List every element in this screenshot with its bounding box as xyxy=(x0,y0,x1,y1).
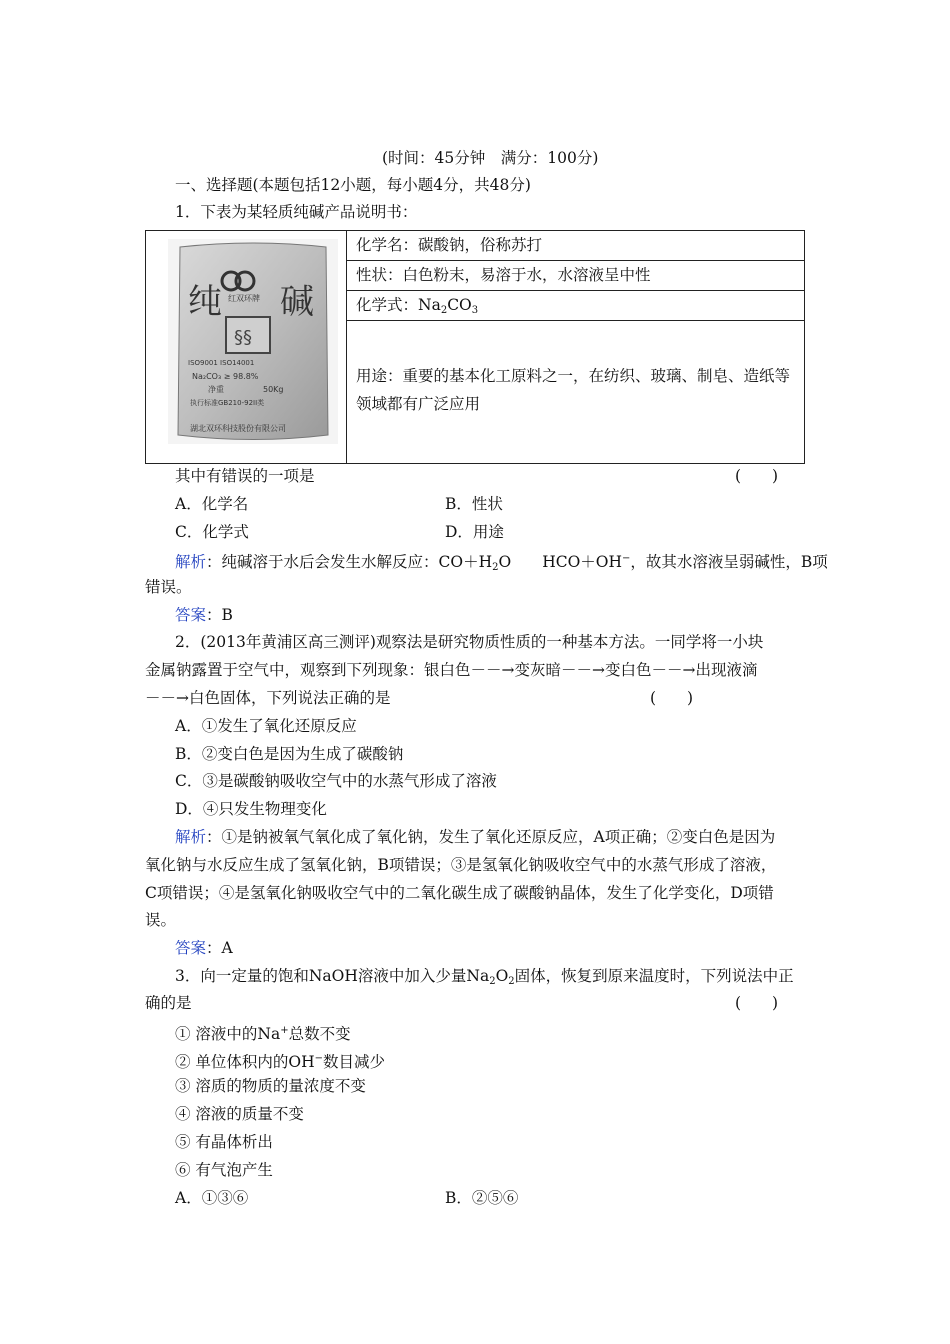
q2-analysis-line4: 误。 xyxy=(145,911,177,929)
q2-stem-line3: －－→白色固体，下列说法正确的是 xyxy=(145,689,391,707)
svg-text:ISO9001 ISO14001: ISO9001 ISO14001 xyxy=(188,359,255,367)
q3-option-b: B．②⑤⑥ xyxy=(445,1189,519,1207)
q2-analysis-line3: C项错误；④是氢氧化钠吸收空气中的二氧化碳生成了碳酸钠晶体，发生了化学变化，D项错 xyxy=(145,884,774,902)
svg-text:净重: 净重 xyxy=(208,385,224,394)
q1-option-d: D．用途 xyxy=(445,523,504,541)
q1-answer-paren: ( ) xyxy=(735,467,779,485)
svg-text:Na₂CO₃ ≥ 98.8%: Na₂CO₃ ≥ 98.8% xyxy=(192,372,259,381)
soda-bag-image xyxy=(168,239,338,444)
table-row-properties: 性状：白色粉末，易溶于水，水溶液呈中性 xyxy=(356,266,651,284)
q2-answer-paren: ( ) xyxy=(650,689,694,707)
q2-analysis-line1: 解析：①是钠被氧气氧化成了氧化钠，发生了氧化还原反应，A项正确；②变白色是因为 xyxy=(175,828,776,846)
table-row-usage-line2: 领域都有广泛应用 xyxy=(356,395,481,413)
svg-text:执行标准GB210-92II类: 执行标准GB210-92II类 xyxy=(190,399,265,407)
table-divider xyxy=(346,231,347,463)
q3-statement-1: ① 溶液中的Na+总数不变 xyxy=(175,1025,351,1043)
row-separator xyxy=(346,260,805,261)
answer-label: 答案 xyxy=(175,606,207,624)
q3-statement-2: ② 单位体积内的OH−数目减少 xyxy=(175,1053,386,1071)
row-separator xyxy=(346,320,805,321)
q1-question: 其中有错误的一项是 xyxy=(175,467,315,485)
q1-answer: 答案：B xyxy=(175,606,233,624)
q2-stem-line1: 2．(2013年黄浦区高三测评)观察法是研究物质性质的一种基本方法。一同学将一小块 xyxy=(175,633,764,651)
svg-text:§§: §§ xyxy=(234,327,252,348)
table-row-usage-line1: 用途：重要的基本化工原料之一，在纺织、玻璃、制皂、造纸等 xyxy=(356,367,791,385)
q3-stem-line1: 3．向一定量的饱和NaOH溶液中加入少量$Na_2O_2$固体，恢复到原来温度时，下列说法中正 xyxy=(175,967,794,987)
q1-stem: 1．下表为某轻质纯碱产品说明书： xyxy=(175,203,418,221)
q2-option-a: A．①发生了氧化还原反应 xyxy=(175,717,357,735)
q1-option-c: C．化学式 xyxy=(175,523,249,541)
analysis-label: 解析 xyxy=(175,828,207,846)
q3-statement-3: ③ 溶质的物质的量浓度不变 xyxy=(175,1077,366,1095)
q3-statement-4: ④ 溶液的质量不变 xyxy=(175,1105,304,1123)
svg-text:50Kg: 50Kg xyxy=(263,385,284,394)
table-row-chemical-name: 化学名：碳酸钠，俗称苏打 xyxy=(356,236,543,254)
q3-statement-6: ⑥ 有气泡产生 xyxy=(175,1161,273,1179)
table-row-formula: 化学式：$Na_2CO_3$ xyxy=(356,296,479,316)
svg-text:红双环牌: 红双环牌 xyxy=(228,294,260,303)
q2-option-c: C．③是碳酸钠吸收空气中的水蒸气形成了溶液 xyxy=(175,772,497,790)
q1-analysis-line1: 解析：纯碱溶于水后会发生水解反应：$CO+H_2O$ HCO＋OH−，故其水溶液呈弱碱性，B项 xyxy=(175,553,828,573)
analysis-label: 解析 xyxy=(175,553,207,571)
q3-option-a: A．①③⑥ xyxy=(175,1189,249,1207)
answer-label: 答案 xyxy=(175,939,207,957)
q3-stem-line2: 确的是 xyxy=(145,994,192,1012)
q2-stem-line2: 金属钠露置于空气中，观察到下列现象：银白色－－→变灰暗－－→变白色－－→出现液滴 xyxy=(145,661,758,679)
q3-answer-paren: ( ) xyxy=(735,994,779,1012)
q1-option-a: A．化学名 xyxy=(175,495,249,513)
q2-answer: 答案：A xyxy=(175,939,233,957)
q1-analysis-line2: 错误。 xyxy=(145,578,192,596)
section-title: 一、选择题(本题包括12小题，每小题4分，共48分) xyxy=(175,176,531,194)
svg-text:纯: 纯 xyxy=(188,282,222,322)
svg-text:湖北双环科技股份有限公司: 湖北双环科技股份有限公司 xyxy=(190,424,286,433)
q2-option-d: D．④只发生物理变化 xyxy=(175,800,327,818)
time-score-info: (时间：45分钟 满分：100分) xyxy=(382,149,599,167)
q2-analysis-line2: 氧化钠与水反应生成了氢氧化钠，B项错误；③是氢氧化钠吸收空气中的水蒸气形成了溶液， xyxy=(145,856,777,874)
product-info-table xyxy=(145,230,805,464)
row-separator xyxy=(346,290,805,291)
q1-option-b: B．性状 xyxy=(445,495,503,513)
q3-statement-5: ⑤ 有晶体析出 xyxy=(175,1133,273,1151)
q2-option-b: B．②变白色是因为生成了碳酸钠 xyxy=(175,745,404,763)
svg-text:碱: 碱 xyxy=(280,282,314,322)
